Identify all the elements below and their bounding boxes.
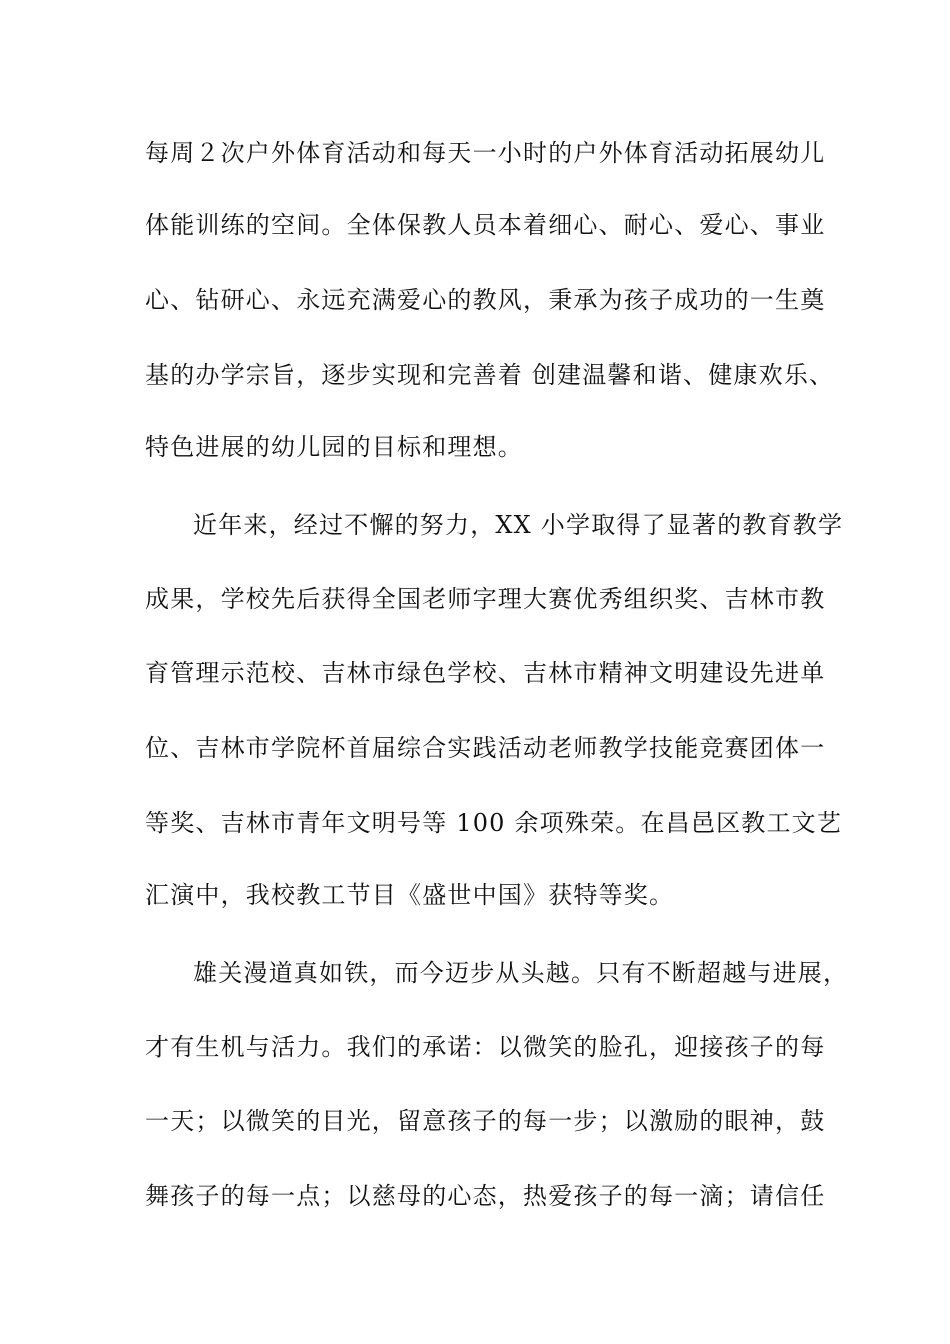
text-line: 成果，学校先后获得全国老师字理大赛优秀组织奖、吉林市教 (145, 585, 826, 613)
text-line: 心、钻研心、永远充满爱心的教风，秉承为孩子成功的一生奠 (145, 286, 826, 314)
text-line: 一天；以微笑的目光，留意孩子的每一步；以激励的眼神，鼓 (145, 1107, 826, 1135)
text-line: 才有生机与活力。我们的承诺：以微笑的脸孔，迎接孩子的每 (145, 1033, 826, 1061)
text-line: 舞孩子的每一点；以慈母的心态，热爱孩子的每一滴；请信任 (145, 1182, 826, 1210)
text-line: 每周２次户外体育活动和每天一小时的户外体育活动拓展幼儿 (145, 139, 826, 167)
text-line: 等奖、吉林市青年文明号等 100 余项殊荣。在昌邑区教工文艺 (145, 809, 843, 837)
text-line: 基的办学宗旨，逐步实现和完善着 创建温馨和谐、健康欢乐、 (145, 361, 835, 389)
text-line: 育管理示范校、吉林市绿色学校、吉林市精神文明建设先进单 (145, 659, 826, 687)
text-line: 位、吉林市学院杯首届综合实践活动老师教学技能竞赛团体一 (145, 734, 826, 762)
paragraph-first-line: 雄关漫道真如铁，而今迈步从头越。只有不断超越与进展， (193, 959, 849, 987)
paragraph-first-line: 近年来，经过不懈的努力，XX 小学取得了显著的教育教学 (193, 511, 844, 539)
text-line: 体能训练的空间。全体保教人员本着细心、耐心、爱心、事业 (145, 211, 826, 239)
text-line: 特色进展的幼儿园的目标和理想。 (145, 433, 523, 461)
text-line: 汇演中，我校教工节目《盛世中国》获特等奖。 (145, 881, 675, 909)
